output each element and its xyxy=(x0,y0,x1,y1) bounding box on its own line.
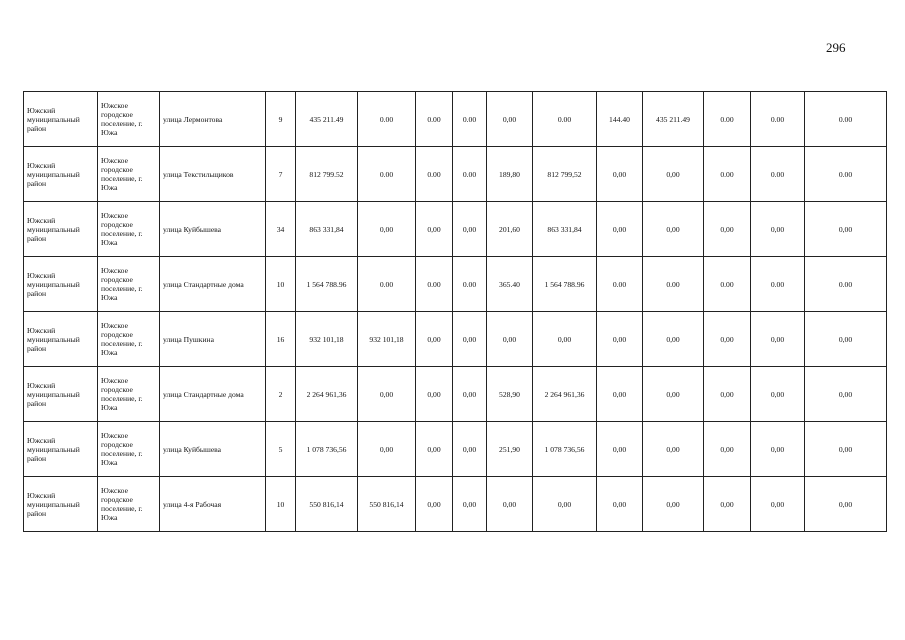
value-cell: 0,00 xyxy=(597,477,643,532)
house-number-cell: 2 xyxy=(266,367,296,422)
district-cell: Южский муниципальный район xyxy=(24,367,98,422)
value-cell: 435 211.49 xyxy=(296,92,358,147)
value-cell: 0,00 xyxy=(751,312,805,367)
value-cell: 0.00 xyxy=(416,147,453,202)
value-cell: 0,00 xyxy=(704,312,751,367)
value-cell: 0.00 xyxy=(643,257,704,312)
settlement-cell: Южское городское поселение, г. Южа xyxy=(98,147,160,202)
settlement-cell: Южское городское поселение, г. Южа xyxy=(98,202,160,257)
value-cell: 1 564 788.96 xyxy=(533,257,597,312)
settlement-cell: Южское городское поселение, г. Южа xyxy=(98,92,160,147)
table-row xyxy=(24,367,887,422)
settlement-cell: Южское городское поселение, г. Южа xyxy=(98,257,160,312)
page-number: 296 xyxy=(826,40,846,55)
value-cell: 365.40 xyxy=(487,257,533,312)
value-cell: 550 816,14 xyxy=(296,477,358,532)
value-cell: 863 331,84 xyxy=(533,202,597,257)
value-cell: 0,00 xyxy=(358,367,416,422)
value-cell: 0.00 xyxy=(704,147,751,202)
value-cell: 0,00 xyxy=(487,312,533,367)
value-cell: 932 101,18 xyxy=(358,312,416,367)
value-cell: 0,00 xyxy=(643,312,704,367)
value-cell: 0,00 xyxy=(416,202,453,257)
value-cell: 0.00 xyxy=(453,257,487,312)
street-cell: улица Стандартные дома xyxy=(160,257,266,312)
value-cell: 0,00 xyxy=(643,477,704,532)
value-cell: 812 799,52 xyxy=(533,147,597,202)
value-cell: 0,00 xyxy=(704,422,751,477)
value-cell: 0,00 xyxy=(358,422,416,477)
value-cell: 0,00 xyxy=(751,422,805,477)
value-cell: 0,00 xyxy=(597,367,643,422)
value-cell: 0.00 xyxy=(358,92,416,147)
value-cell: 0,00 xyxy=(805,202,887,257)
value-cell: 0,00 xyxy=(533,477,597,532)
value-cell: 0,00 xyxy=(597,312,643,367)
street-cell: улица Пушкина xyxy=(160,312,266,367)
value-cell: 0,00 xyxy=(751,367,805,422)
value-cell: 0,00 xyxy=(453,422,487,477)
value-cell: 0.00 xyxy=(416,92,453,147)
value-cell: 435 211.49 xyxy=(643,92,704,147)
value-cell: 0,00 xyxy=(597,202,643,257)
value-cell: 528,90 xyxy=(487,367,533,422)
district-cell: Южский муниципальный район xyxy=(24,92,98,147)
value-cell: 550 816,14 xyxy=(358,477,416,532)
house-number-cell: 5 xyxy=(266,422,296,477)
settlement-cell: Южское городское поселение, г. Южа xyxy=(98,422,160,477)
value-cell: 0.00 xyxy=(358,147,416,202)
street-cell: улица Стандартные дома xyxy=(160,367,266,422)
value-cell: 189,80 xyxy=(487,147,533,202)
table-row xyxy=(24,92,887,147)
value-cell: 812 799.52 xyxy=(296,147,358,202)
value-cell: 1 078 736,56 xyxy=(533,422,597,477)
value-cell: 0,00 xyxy=(416,422,453,477)
value-cell: 251,90 xyxy=(487,422,533,477)
value-cell: 0.00 xyxy=(453,147,487,202)
settlement-cell: Южское городское поселение, г. Южа xyxy=(98,312,160,367)
district-cell: Южский муниципальный район xyxy=(24,312,98,367)
value-cell: 0.00 xyxy=(416,257,453,312)
value-cell: 0,00 xyxy=(704,477,751,532)
street-cell: улица 4-я Рабочая xyxy=(160,477,266,532)
value-cell: 0,00 xyxy=(487,477,533,532)
value-cell: 0.00 xyxy=(704,257,751,312)
house-number-cell: 9 xyxy=(266,92,296,147)
value-cell: 0.00 xyxy=(597,257,643,312)
value-cell: 0,00 xyxy=(358,202,416,257)
value-cell: 0,00 xyxy=(751,202,805,257)
value-cell: 863 331,84 xyxy=(296,202,358,257)
value-cell: 0,00 xyxy=(805,312,887,367)
house-number-cell: 16 xyxy=(266,312,296,367)
value-cell: 0,00 xyxy=(453,202,487,257)
value-cell: 0,00 xyxy=(597,147,643,202)
table-row xyxy=(24,422,887,477)
street-cell: улица Лермонтова xyxy=(160,92,266,147)
house-number-cell: 10 xyxy=(266,257,296,312)
value-cell: 0.00 xyxy=(751,147,805,202)
value-cell: 0,00 xyxy=(416,477,453,532)
value-cell: 2 264 961,36 xyxy=(296,367,358,422)
value-cell: 0.00 xyxy=(805,257,887,312)
value-cell: 0.00 xyxy=(751,92,805,147)
street-cell: улица Куйбышева xyxy=(160,202,266,257)
value-cell: 0,00 xyxy=(487,92,533,147)
value-cell: 0.00 xyxy=(704,92,751,147)
table-body xyxy=(24,92,887,532)
value-cell: 0,00 xyxy=(805,422,887,477)
value-cell: 0,00 xyxy=(805,477,887,532)
value-cell: 0,00 xyxy=(805,367,887,422)
house-number-cell: 7 xyxy=(266,147,296,202)
value-cell: 0,00 xyxy=(416,367,453,422)
value-cell: 1 078 736,56 xyxy=(296,422,358,477)
value-cell: 0,00 xyxy=(751,477,805,532)
value-cell: 0.00 xyxy=(805,147,887,202)
house-number-cell: 34 xyxy=(266,202,296,257)
district-cell: Южский муниципальный район xyxy=(24,147,98,202)
value-cell: 0,00 xyxy=(453,312,487,367)
table-row xyxy=(24,312,887,367)
value-cell: 0,00 xyxy=(643,202,704,257)
value-cell: 0.00 xyxy=(453,92,487,147)
value-cell: 0,00 xyxy=(643,367,704,422)
value-cell: 0.00 xyxy=(751,257,805,312)
table-row xyxy=(24,202,887,257)
value-cell: 0,00 xyxy=(453,477,487,532)
district-cell: Южский муниципальный район xyxy=(24,257,98,312)
value-cell: 0,00 xyxy=(643,422,704,477)
value-cell: 1 564 788.96 xyxy=(296,257,358,312)
value-cell: 201,60 xyxy=(487,202,533,257)
value-cell: 0,00 xyxy=(704,367,751,422)
value-cell: 0.00 xyxy=(533,92,597,147)
table-row xyxy=(24,147,887,202)
value-cell: 0,00 xyxy=(533,312,597,367)
district-cell: Южский муниципальный район xyxy=(24,202,98,257)
data-table xyxy=(23,91,887,532)
house-number-cell: 10 xyxy=(266,477,296,532)
value-cell: 144.40 xyxy=(597,92,643,147)
value-cell: 0,00 xyxy=(597,422,643,477)
value-cell: 0,00 xyxy=(704,202,751,257)
street-cell: улица Текстильщиков xyxy=(160,147,266,202)
value-cell: 0,00 xyxy=(453,367,487,422)
table-row xyxy=(24,257,887,312)
value-cell: 0.00 xyxy=(358,257,416,312)
value-cell: 0,00 xyxy=(643,147,704,202)
settlement-cell: Южское городское поселение, г. Южа xyxy=(98,367,160,422)
district-cell: Южский муниципальный район xyxy=(24,477,98,532)
district-cell: Южский муниципальный район xyxy=(24,422,98,477)
value-cell: 2 264 961,36 xyxy=(533,367,597,422)
settlement-cell: Южское городское поселение, г. Южа xyxy=(98,477,160,532)
street-cell: улица Куйбышева xyxy=(160,422,266,477)
table-row xyxy=(24,477,887,532)
value-cell: 0.00 xyxy=(805,92,887,147)
value-cell: 0,00 xyxy=(416,312,453,367)
value-cell: 932 101,18 xyxy=(296,312,358,367)
